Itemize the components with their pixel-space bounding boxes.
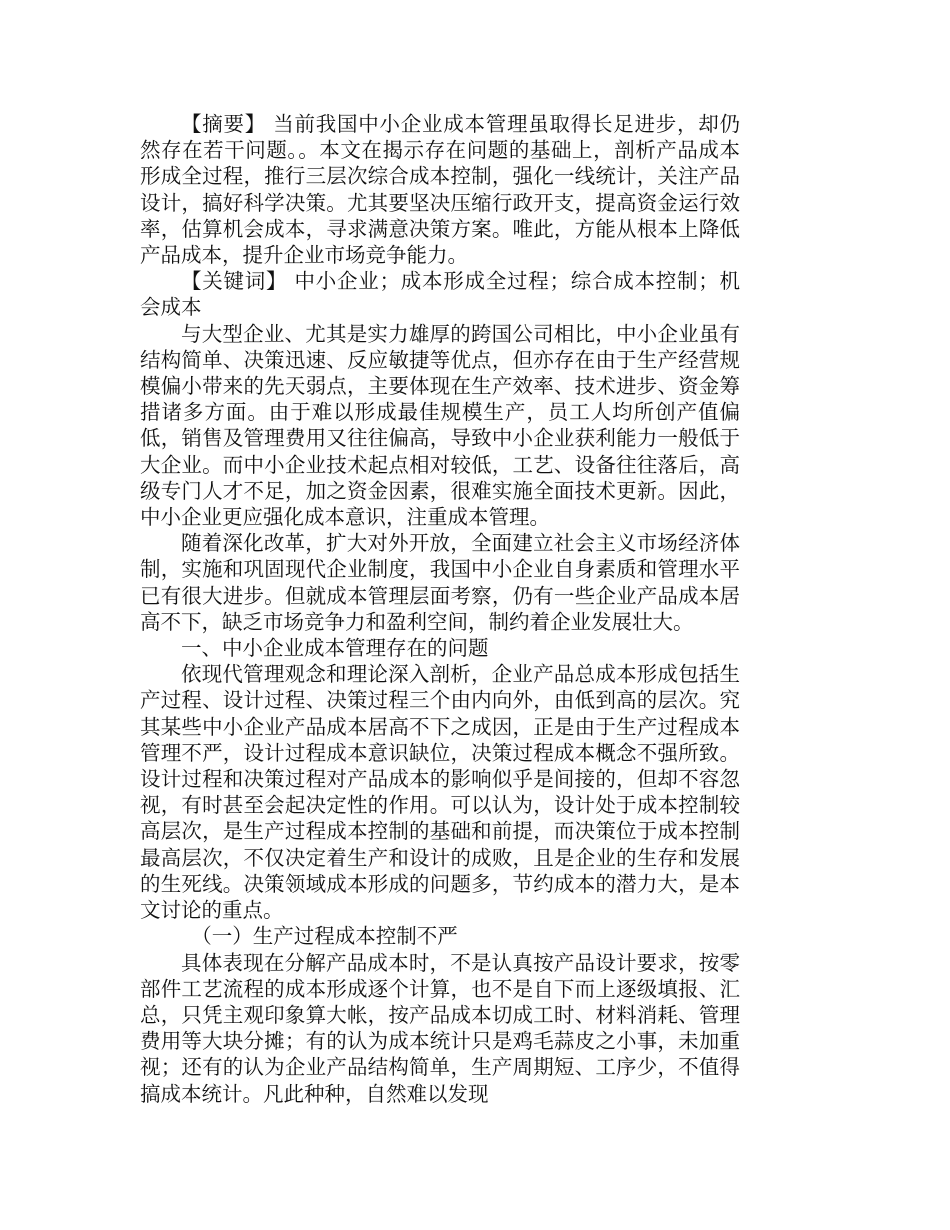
keywords-text: 中小企业；成本形成全过程；综合成本控制；机会成本 bbox=[140, 269, 740, 320]
section-heading-1: 一、中小企业成本管理存在的问题 bbox=[181, 636, 489, 661]
abstract-paragraph bbox=[140, 111, 740, 268]
body-paragraph-2: 随着深化改革，扩大对外开放，全面建立社会主义市场经济体制，实施和巩固现代企业制度，我国中小企业自身素质和管理水平已有很大进步。但就成本管理层面考察，仍有一些企业产品成本居高不下，缺乏市场竞争力和盈利空间，制约着企业发展壮大。 bbox=[140, 531, 740, 634]
keywords-paragraph bbox=[140, 268, 740, 320]
abstract-text: 当前我国中小企业成本管理虽取得长足进步，却仍然存在若干问题。。本文在揭示存在问题的基础上，剖析产品成本形成全过程，推行三层次综合成本控制，强化一线统计，关注产品设计，搞好科学决策。尤其要坚决压缩行政开支，提高资金运行效率，估算机会成本，寻求满意决策方案。唯此，方能从根本上降低产品成本，提升企业市场竞争能力。 bbox=[140, 112, 740, 268]
keywords-label: 【关键词】 bbox=[181, 269, 288, 294]
body-paragraph-4: 具体表现在分解产品成本时，不是认真按产品设计要求，按零部件工艺流程的成本形成逐个计算，也不是自下而上逐级填报、汇总，只凭主观印象算大帐，按产品成本切成工时、材料消耗、管理费用等大块分摊；有的认为成本统计只是鸡毛蒜皮之小事，未加重视；还有的认为企业产品结构简单，生产周期短、工序少，不值得搞成本统计。凡此种种，自然难以发现 bbox=[140, 950, 740, 1106]
subsection-heading-1: （一）生产过程成本控制不严 bbox=[191, 924, 458, 949]
document-body bbox=[140, 111, 740, 1107]
abstract-label: 【摘要】 bbox=[181, 112, 266, 136]
body-paragraph-1: 与大型企业、尤其是实力雄厚的跨国公司相比，中小企业虽有结构简单、决策迅速、反应敏捷等优点，但亦存在由于生产经营规模偏小带来的先天弱点，主要体现在生产效率、技术进步、资金筹措诸多方面。由于难以形成最佳规模生产，员工人均所创产值偏低，销售及管理费用又往往偏高，导致中小企业获利能力一般低于大企业。而中小企业技术起点相对较低，工艺、设备往往落后，高级专门人才不足，加之资金因素，很难实施全面技术更新。因此，中小企业更应强化成本意识，注重成本管理。 bbox=[140, 321, 740, 530]
body-paragraph-3: 依现代管理观念和理论深入剖析，企业产品总成本形成包括生产过程、设计过程、决策过程三个由内向外，由低到高的层次。究其某些中小企业产品成本居高不下之成因，正是由于生产过程成本管理不严，设计过程成本意识缺位，决策过程成本概念不强所致。设计过程和决策过程对产品成本的影响似乎是间接的，但却不容忽视，有时甚至会起决定性的作用。可以认为，设计处于成本控制较高层次，是生产过程成本控制的基础和前提，而决策位于成本控制最高层次，不仅决定着生产和设计的成败，且是企业的生存和发展的生死线。决策领域成本形成的问题多，节约成本的潜力大，是本文讨论的重点。 bbox=[140, 662, 740, 923]
